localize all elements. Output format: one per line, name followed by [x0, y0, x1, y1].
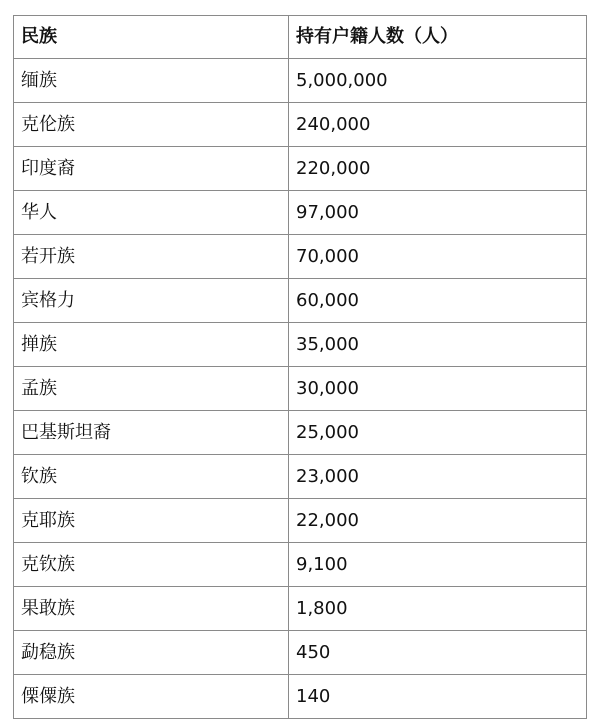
registered-count-cell: 97,000 — [289, 191, 587, 235]
ethnic-group-cell: 傈僳族 — [14, 675, 289, 719]
table-row — [14, 323, 587, 367]
table-header-row — [14, 16, 587, 59]
table-row — [14, 543, 587, 587]
ethnic-group-cell: 钦族 — [14, 455, 289, 499]
ethnic-group-cell: 克耶族 — [14, 499, 289, 543]
registered-count-cell: 70,000 — [289, 235, 587, 279]
table-row — [14, 499, 587, 543]
registered-count-cell: 22,000 — [289, 499, 587, 543]
ethnic-group-cell: 华人 — [14, 191, 289, 235]
ethnic-group-cell: 缅族 — [14, 59, 289, 103]
ethnic-population-table — [13, 15, 587, 719]
table-row — [14, 279, 587, 323]
registered-count-cell: 9,100 — [289, 543, 587, 587]
registered-count-cell: 220,000 — [289, 147, 587, 191]
registered-count-cell: 23,000 — [289, 455, 587, 499]
table-row — [14, 191, 587, 235]
registered-count-cell: 35,000 — [289, 323, 587, 367]
table-row — [14, 235, 587, 279]
ethnic-group-cell: 若开族 — [14, 235, 289, 279]
header-ethnic-group: 民族 — [14, 16, 289, 59]
registered-count-cell: 1,800 — [289, 587, 587, 631]
ethnic-group-cell: 勐稳族 — [14, 631, 289, 675]
table-row — [14, 631, 587, 675]
ethnic-group-cell: 果敢族 — [14, 587, 289, 631]
registered-count-cell: 25,000 — [289, 411, 587, 455]
registered-count-cell: 450 — [289, 631, 587, 675]
ethnic-group-cell: 巴基斯坦裔 — [14, 411, 289, 455]
table-row — [14, 147, 587, 191]
table-row — [14, 411, 587, 455]
registered-count-cell: 140 — [289, 675, 587, 719]
table-row — [14, 59, 587, 103]
table-row — [14, 587, 587, 631]
ethnic-group-cell: 宾格力 — [14, 279, 289, 323]
ethnic-group-cell: 孟族 — [14, 367, 289, 411]
ethnic-group-cell: 克伦族 — [14, 103, 289, 147]
table-row — [14, 367, 587, 411]
registered-count-cell: 60,000 — [289, 279, 587, 323]
header-registered-count: 持有户籍人数（人） — [289, 16, 587, 59]
ethnic-group-cell: 印度裔 — [14, 147, 289, 191]
registered-count-cell: 30,000 — [289, 367, 587, 411]
table-row — [14, 455, 587, 499]
ethnic-group-cell: 克钦族 — [14, 543, 289, 587]
table-row — [14, 103, 587, 147]
registered-count-cell: 240,000 — [289, 103, 587, 147]
table-row — [14, 675, 587, 719]
registered-count-cell: 5,000,000 — [289, 59, 587, 103]
ethnic-group-cell: 掸族 — [14, 323, 289, 367]
